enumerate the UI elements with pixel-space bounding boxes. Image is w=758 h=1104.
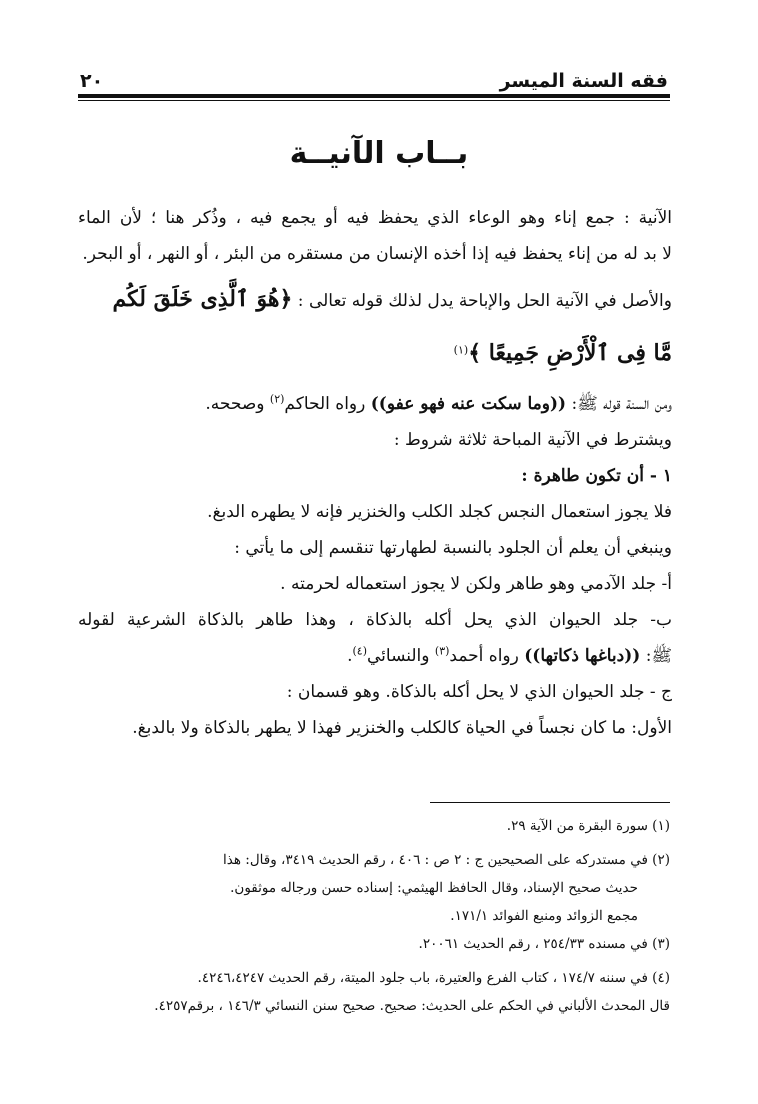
- footnote-ref: (٣): [434, 644, 450, 658]
- paragraph-line: [78, 272, 672, 326]
- footnote: (٤) في سننه ١٧٤/٧ ، كتاب الفرع والعتيرة، باب جلود الميتة، رقم الحديث ٤٢٤٦،٤٢٤٧.: [197, 970, 670, 986]
- footnote: (٣) في مسنده ٢٥٤/٣٣ ، رقم الحديث ٢٠٠٦١.: [418, 936, 670, 952]
- paragraph-line: وينبغي أن يعلم أن الجلود بالنسبة لطهارتها تنقسم إلى ما يأتي :: [234, 538, 672, 558]
- list-item: [78, 638, 672, 674]
- list-item: ب- جلد الحيوان الذي يحل أكله بالذكاة ، وهذا طاهر بالذكاة الشرعية لقوله: [78, 610, 672, 630]
- header-rule-thick: [78, 94, 670, 98]
- header-rule-thin: [78, 100, 670, 101]
- hadith-text: ((دباغها ذكاتها)): [524, 646, 641, 666]
- paragraph-line: ويشترط في الآنية المباحة ثلاثة شروط :: [393, 430, 672, 450]
- footnote-continuation: مجمع الزوائد ومنبع الفوائد ١٧١/١.: [450, 908, 638, 924]
- inline-text: ومن السنة قوله ﷺ:: [566, 394, 672, 414]
- footnote-ref: (٢): [269, 392, 285, 406]
- inline-text: ﷺ:: [640, 646, 672, 666]
- page-header: [80, 60, 668, 92]
- body-text: [78, 200, 672, 746]
- paragraph-line: لا بد له من إناء يحفظ فيه إذا أخذه الإنسان من مستقره من البئر ، أو النهر ، أو البحر.: [82, 244, 672, 264]
- paragraph-line: الآنية : جمع إناء وهو الوعاء الذي يحفظ فيه أو يجمع فيه ، وذُكر هنا ؛ لأن الماء: [78, 208, 672, 228]
- inline-text: والنسائي: [366, 646, 435, 666]
- footnote-divider: [430, 802, 670, 803]
- inline-text: .: [347, 646, 353, 666]
- paragraph-line: [78, 326, 672, 380]
- hadith-text: ((وما سكت عنه فهو عفو)): [370, 394, 567, 414]
- footnote: (٢) في مستدركه على الصحيحين ج : ٢ ص : ٤٠٦ ، رقم الحديث ٣٤١٩، وقال: هذا: [223, 852, 670, 868]
- footnote-ref: (٤): [352, 644, 367, 658]
- list-item: أ- جلد الآدمي وهو طاهر ولكن لا يجوز استعماله لحرمته .: [280, 574, 672, 594]
- quran-verse: ﴿هُوَ ٱلَّذِى خَلَقَ لَكُم: [112, 286, 293, 312]
- footnote: (١) سورة البقرة من الآية ٢٩.: [506, 818, 670, 834]
- inline-text: وصححه.: [205, 394, 270, 414]
- footnote-continuation: حديث صحيح الإسناد، وقال الحافظ الهيثمي: إسناده حسن ورجاله موثقون.: [230, 880, 638, 896]
- quran-verse: مَّا فِى ٱلْأَرْضِ جَمِيعًا ﴾: [468, 340, 672, 366]
- chapter-title: بــاب الآنيــة: [289, 136, 469, 171]
- condition-heading: ١ - أن تكون طاهرة :: [521, 466, 672, 486]
- paragraph-line: فلا يجوز استعمال النجس كجلد الكلب والخنزير فإنه لا يطهره الدبغ.: [207, 502, 672, 522]
- inline-text: رواه الحاكم: [284, 394, 371, 414]
- page-number: ٢٠: [80, 70, 104, 92]
- footnote-ref: (١): [453, 343, 469, 357]
- footnotes: [78, 812, 670, 1020]
- book-title: فقه السنة الميسر: [499, 70, 668, 92]
- footnote-continuation: قال المحدث الألباني في الحكم على الحديث: صحيح. صحيح سنن النسائي ١٤٦/٣ ، برقم٤٢٥٧.: [154, 998, 670, 1014]
- paragraph-line: الأول: ما كان نجساً في الحياة كالكلب والخنزير فهذا لا يطهر بالذكاة ولا بالدبغ.: [132, 718, 672, 738]
- list-item: ج - جلد الحيوان الذي لا يحل أكله بالذكاة. وهو قسمان :: [286, 682, 672, 702]
- inline-text: والأصل في الآنية الحل والإباحة يدل لذلك قوله تعالى :: [292, 291, 672, 311]
- paragraph-line: [78, 386, 672, 422]
- inline-text: رواه أحمد: [449, 646, 525, 666]
